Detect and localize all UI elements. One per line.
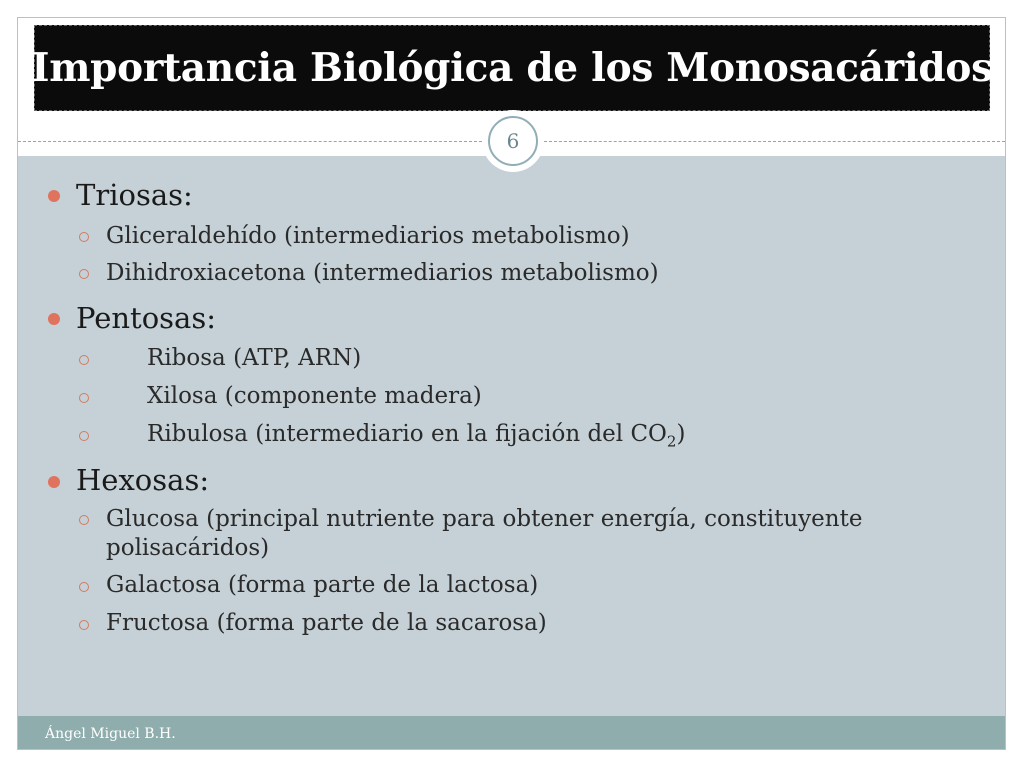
list-item: Gliceraldehído (intermediarios metabolismo)	[106, 223, 630, 249]
list-item-ribulosa	[147, 420, 685, 457]
list-item: Galactosa (forma parte de la lactosa)	[106, 572, 539, 598]
page-number-badge	[488, 116, 538, 166]
title-bar	[31, 25, 993, 111]
ribulosa-close: )	[676, 421, 686, 447]
divider-right	[544, 141, 1005, 142]
ring-bullet-icon	[79, 269, 89, 279]
bullet-dot-icon	[48, 313, 60, 325]
list-item: Dihidroxiacetona (intermediarios metabolismo)	[106, 260, 659, 286]
list-item: Fructosa (forma parte de la sacarosa)	[106, 610, 547, 636]
ring-bullet-icon	[79, 355, 89, 365]
heading-pentosas: Pentosas:	[76, 301, 216, 335]
ribulosa-text: Ribulosa (intermediario en la fijación del CO	[147, 421, 667, 447]
list-item-glucosa-continued: polisacáridos)	[106, 535, 270, 561]
bullet-dot-icon	[48, 476, 60, 488]
bullet-dot-icon	[48, 190, 60, 202]
ring-bullet-icon	[79, 515, 89, 525]
list-item: Ribosa (ATP, ARN)	[147, 345, 362, 371]
footer-author: Ángel Miguel B.H.	[45, 726, 176, 742]
ring-bullet-icon	[79, 431, 89, 441]
divider-left	[18, 141, 482, 142]
ring-bullet-icon	[79, 582, 89, 592]
page-number: 6	[506, 129, 520, 153]
co2-subscript: 2	[666, 432, 677, 451]
ring-bullet-icon	[79, 393, 89, 403]
list-item: Xilosa (componente madera)	[147, 383, 482, 409]
slide-title: Importancia Biológica de los Monosacáridos	[31, 45, 993, 91]
ring-bullet-icon	[79, 232, 89, 242]
list-item-glucosa: Glucosa (principal nutriente para obtener energía, constituyente	[106, 506, 863, 532]
heading-hexosas: Hexosas:	[76, 463, 210, 497]
heading-triosas: Triosas:	[76, 178, 193, 212]
ring-bullet-icon	[79, 620, 89, 630]
